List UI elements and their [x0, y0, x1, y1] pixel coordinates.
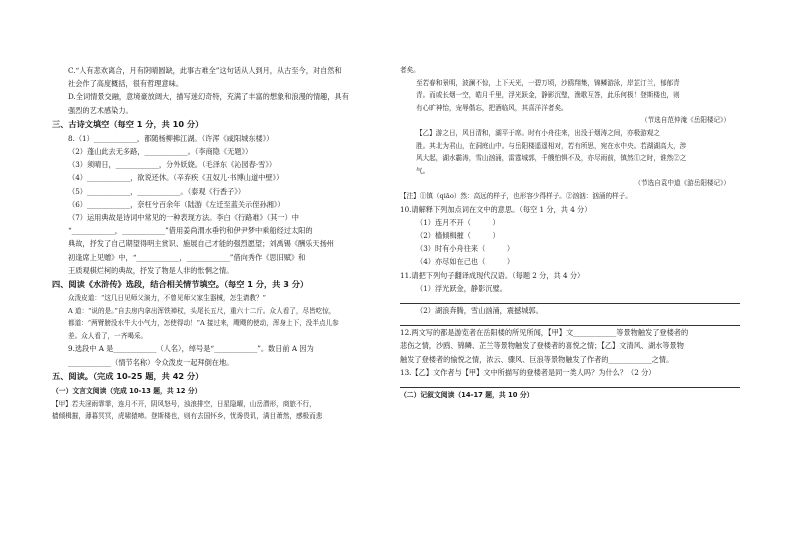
- excerpt-line-2: A 道：“说的是。”自去房内拿出浑铁禅杖，头尾长五尺，重六十二斤。众人看了，尽皆吃惊，: [68, 306, 336, 315]
- option-c-line-2: 社会作了高度概括，很有哲理意味。: [68, 79, 184, 89]
- jia-line-2: 樯倾楫摧，薄暮冥冥，虎啸猿啼。登斯楼也，则有去国怀乡，忧谗畏讥，满目萧然，感极而悲: [52, 412, 323, 421]
- q10-item-2: （2）樯倾楫摧（ ）: [416, 230, 500, 240]
- yi-line-3: 风大起，湖水霸涛，雪山汹涌，雷霆城郭，千艘怕惧不及，亦尽雨前，镇然①之时，谁然②之: [416, 154, 687, 163]
- q8-6: （6）____________，奈枉兮百余年（陆游《左迁至蓝关示侄孙湘》）: [68, 199, 285, 209]
- passage-jia-start: [52, 398, 394, 423]
- passage-jia-part2: [400, 77, 750, 115]
- yi-line-1: 【乙】游之日，风日清和，湖平于席。时有小舟往来，出没于烟涛之间，亦极游观之: [416, 128, 660, 137]
- subsection-classical-heading: （一）文言文阅读（完成 10-13 题，共 12 分）: [52, 386, 202, 395]
- q10-item-1: （1）连月不开（ ）: [416, 217, 500, 227]
- q9-line-2: ____________（情节名称）令众泼皮一起拜倒在地。: [68, 357, 234, 367]
- source-yi: （节选自袁中道《游岳阳楼记》）: [634, 179, 730, 188]
- q12: [400, 326, 750, 366]
- subsection-narrative-heading: （二）记叙文阅读（14-17 题，共 10 分）: [400, 390, 534, 399]
- q9: [52, 342, 394, 368]
- answer-line: [400, 295, 740, 304]
- yi-line-4: 气。: [416, 166, 430, 175]
- q10-items: [400, 216, 750, 269]
- jia2-line-2: 青。而或长烟一空，皓月千里，浮光跃金，静影沉璧，渔歌互答，此乐何极！登斯楼也，则: [416, 91, 680, 100]
- section-5-heading: 五、阅读。（完成 10-25 题，共 42 分）: [52, 370, 204, 381]
- q8-7-line-3: 典故，抒发了自己期望得明主赏识、施展自己才能的强烈愿望；刘禹锡《酬乐天扬州: [68, 239, 334, 249]
- q8-7-line-1: （7）运用典故是诗词中常见的一种表现方法。李白《行路难》（其一）中: [68, 213, 299, 223]
- q8-1: 8.（1）____________，都随杨柳拂江湖。（许浑《咸阳城东楼》）: [68, 133, 274, 143]
- q8-7-line-2: “____________，____________”借用姜尚渭水垂钓和伊尹梦中乘船经过太阳的: [68, 226, 313, 236]
- annotation-note: 【注】①镇（qiāo）然：高远的样子，也形容少得样子。②汹汹：汹涌的样子。: [400, 191, 632, 200]
- q8-4: （4）____________，欲说还休。（辛弃疾《丑奴儿·书博山道中壁》）: [68, 173, 284, 183]
- yi-line-2: 胜。其北为君山，在洞庭山中。与岳阳楼遥遥相对，若有所思，宛在水中央。若湖湖高大，涉: [416, 141, 687, 150]
- jia-line-1: 【甲】若夫淫雨霏霏，连月不开，阴风怒号，浊浪排空，日星隐曜，山岳潜形，商旅不行，: [52, 399, 316, 408]
- option-d-line-1: D.全词情景交融，意境豪放阔大，描写迷幻奇特，充满了丰富的想象和浪漫的情趣，具有: [68, 92, 349, 102]
- q11-item-2: （2）湖浪奔腾，雪山汹涌，震撼城郭。: [416, 305, 543, 315]
- jia2-line-3: 有心旷神怡，宠辱偕忘，把酒临风，其喜洋洋者矣。: [416, 103, 568, 112]
- jia2-line-1: 至若春和景明，波澜不惊，上下天光，一碧万顷，沙鸥翔集，锦鳞游泳，岸芷汀兰，郁郁青: [416, 78, 680, 87]
- left-column: [52, 64, 394, 423]
- poetry-fill-questions: [52, 132, 394, 277]
- jia-continuation: 者矣。: [400, 66, 420, 74]
- q8-5: （5）____________，____________。（泰观《行香子》）: [68, 186, 246, 196]
- right-column: [400, 64, 750, 402]
- excerpt-line-3: 都道：“两臂膀没水牛大小气力，怎使得动！”A 接过来，飕飕的使动，浑身上下，没半点儿参: [68, 319, 339, 328]
- option-d-line-2: 强烈的艺术感染力。: [68, 105, 133, 115]
- q10-item-3: （3）时有小舟往来（ ）: [416, 244, 515, 254]
- q8-3: （3）须晴日，____________，分外妖娆。（毛泽东《沁园春·雪》）: [68, 160, 277, 170]
- q12-line-2: 悲伤之情，沙鸥、锦鳞、芷兰等景物触发了登楼者的喜悦之情；【乙】文清风、湖水等景物: [400, 341, 684, 351]
- q13-prompt: 13.【乙】文作者与【甲】文中所描写的登楼者是同一类人吗？为什么？（2 分）: [400, 367, 656, 377]
- q8-2: （2）蓬山此去无多路，____________。（李商隐《无题》）: [68, 147, 253, 157]
- q11-prompt: 11.请把下列句子翻译成现代汉语。（每题 2 分，共 4 分）: [400, 270, 585, 280]
- source-jia: （节选自范仲淹《岳阳楼记》）: [640, 116, 730, 125]
- section-4-heading: 四、阅读《水浒传》选段，结合相关情节填空。（每空 1 分，共 3 分）: [52, 279, 309, 290]
- answer-line: [400, 317, 740, 326]
- passage-yi: [400, 127, 750, 177]
- q8-7-line-4: 初逢席上见赠》中，“____________，____________”借向秀作《思旧赋》和: [68, 252, 306, 262]
- q11-item-1: （1）浮光跃金，静影沉璧。: [416, 283, 507, 293]
- q12-line-3: 触发了登楼者的愉悦之情，浓云、骤风、巨浪等景物触发了作者的____________之情。: [400, 354, 674, 364]
- q10-prompt: 10.请解释下列加点词在文中的意思。（每空 1 分，共 4 分）: [400, 204, 592, 214]
- excerpt-line-4: 差。众人看了，一齐喝采。: [68, 331, 148, 340]
- q8-7-line-5: 王质观棋烂柯的典故，抒发了物是人非的怅惘之情。: [68, 265, 234, 275]
- q12-line-1: 12.两文写的都是游览者在岳阳楼的所见所闻，【甲】文____________等景物触发了登楼者的: [400, 328, 689, 338]
- option-c-line-1: C.“人有悲欢离合，月有阴晴圆缺，此事古难全”这句话从人到月，从古至今，对自然和: [68, 66, 342, 75]
- answer-line: [400, 379, 740, 388]
- q10-item-4: （4）亦尽如在己也（ ）: [416, 257, 515, 267]
- option-d: [52, 90, 394, 116]
- q9-line-1: 9.选段中 A 是____________（人名），绰号是“____________”。数日前 A 因为: [68, 344, 314, 354]
- excerpt-line-1: 众泼皮道：“这几日见师父演力，不曾见师父家生器械，怎生请教？”: [68, 294, 266, 303]
- option-c: [52, 64, 394, 90]
- section-3-heading: 三、古诗文填空（每空 1 分，共 10 分）: [52, 118, 204, 129]
- shuihu-excerpt: [52, 292, 394, 342]
